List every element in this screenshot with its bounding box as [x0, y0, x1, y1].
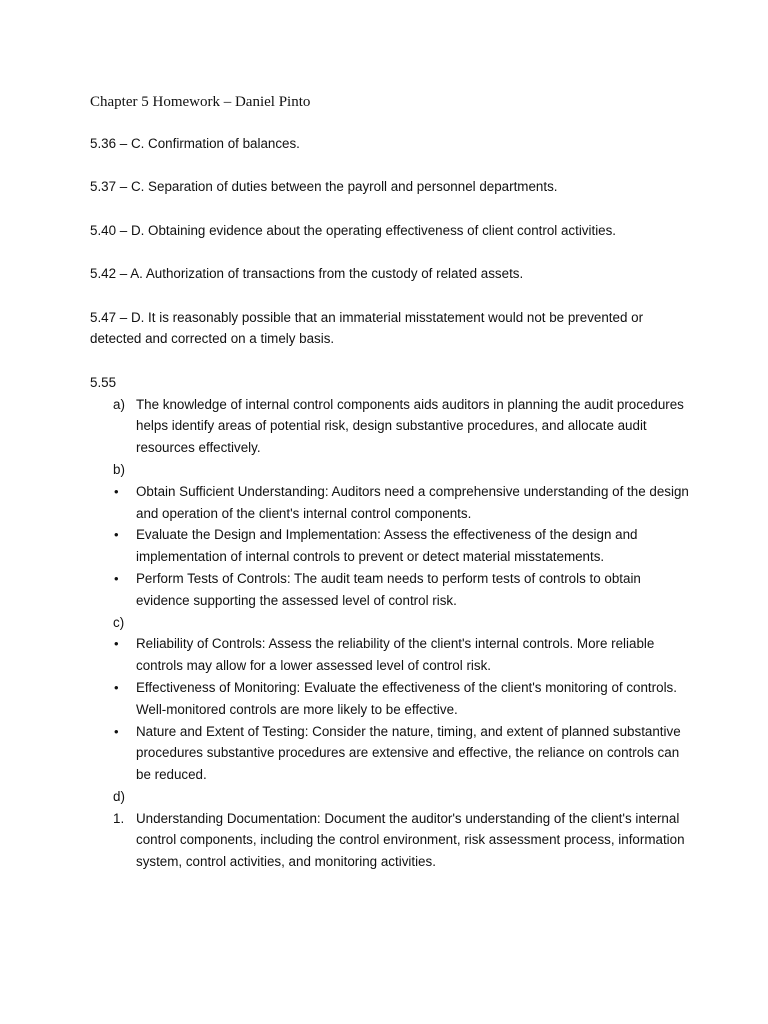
part-b-label: b): [113, 461, 125, 477]
part-c-bullet-text: Reliability of Controls: Assess the reliability of the client's internal controls. More reliable controls may allow for a lower assessed level of control risk.: [136, 636, 655, 674]
bullet-icon: •: [114, 636, 119, 652]
part-a-item: [90, 394, 690, 459]
part-b-bullet-text: Perform Tests of Controls: The audit team needs to perform tests of controls to obtain evidence supporting the assessed level of control risk.: [136, 570, 641, 608]
part-c-bullet-text: Effectiveness of Monitoring: Evaluate the effectiveness of the client's monitoring of controls. Well-monitored controls are more likely to be effective.: [136, 679, 677, 717]
part-a-marker: a): [113, 396, 125, 412]
document-page: [90, 92, 690, 873]
part-d-text: Understanding Documentation: Document the auditor's understanding of the client's internal control components, including the control environment, risk assessment process, information system, control activities, and monitoring activities.: [136, 810, 685, 870]
part-a-text: The knowledge of internal control components aids auditors in planning the audit procedures helps identify areas of potential risk, design substantive procedures, and allocate audit resources effectively.: [136, 396, 684, 456]
part-b-bullet-item: [90, 568, 690, 612]
bullet-icon: •: [114, 483, 119, 499]
answer-5-42: 5.42 – A. Authorization of transactions from the custody of related assets.: [90, 266, 524, 282]
part-b-bullet-item: [90, 481, 690, 525]
part-b-bullet-text: Evaluate the Design and Implementation: Assess the effectiveness of the design and implementation of internal controls to prevent or detect material misstatements.: [136, 527, 638, 565]
part-c-bullet-item: [90, 721, 690, 786]
part-c-bullet-item: [90, 633, 690, 677]
answer-5-40: 5.40 – D. Obtaining evidence about the operating effectiveness of client control activities.: [90, 222, 617, 238]
bullet-icon: •: [114, 570, 119, 586]
bullet-icon: •: [114, 723, 119, 739]
bullet-icon: •: [114, 527, 119, 543]
bullet-icon: •: [114, 679, 119, 695]
answer-5-37: 5.37 – C. Separation of duties between the payroll and personnel departments.: [90, 179, 558, 195]
part-d-numbered-item: [90, 808, 690, 873]
answer-5-36: 5.36 – C. Confirmation of balances.: [90, 136, 300, 151]
question-5-55-heading: 5.55: [90, 374, 117, 390]
part-c-bullet-text: Nature and Extent of Testing: Consider the nature, timing, and extent of planned substantive procedures substantive procedures are extensive and effective, the reliance on controls can be reduced.: [136, 723, 681, 783]
part-d-number: 1.: [113, 810, 125, 826]
part-c-label: c): [113, 614, 125, 630]
part-b-bullet-text: Obtain Sufficient Understanding: Auditors need a comprehensive understanding of the design and operation of the client's internal control components.: [136, 483, 689, 521]
part-c-bullet-item: [90, 677, 690, 721]
part-b-bullet-item: [90, 524, 690, 568]
document-title: Chapter 5 Homework – Daniel Pinto: [90, 94, 311, 110]
part-d-label: d): [113, 788, 125, 804]
answer-5-47: 5.47 – D. It is reasonably possible that an immaterial misstatement would not be prevented or detected and corrected on a timely basis.: [90, 309, 644, 347]
